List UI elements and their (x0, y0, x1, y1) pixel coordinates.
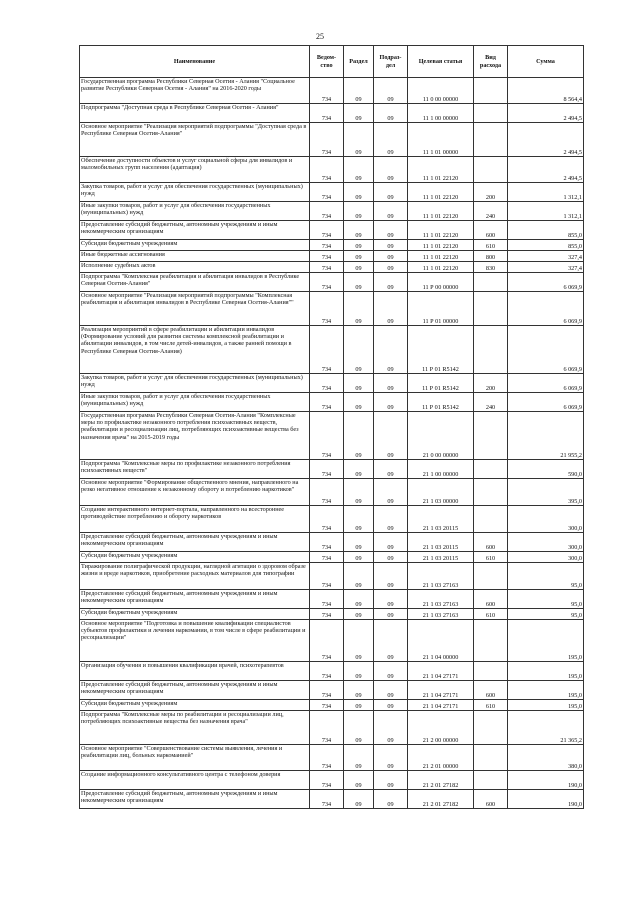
row-expense-type (474, 326, 508, 374)
row-sum: 95,0 (508, 609, 584, 620)
row-target-article: 11 0 00 00000 (408, 78, 474, 104)
row-expense-type (474, 292, 508, 326)
row-podrazdel: 09 (374, 460, 408, 479)
row-vedomstvo: 734 (310, 711, 344, 745)
col-header-sum: Сумма (508, 46, 584, 78)
row-razdel: 09 (344, 412, 374, 460)
row-name: Организация обучения и повышения квалификации врачей, психотерапевтов (80, 662, 310, 681)
table-row (80, 123, 584, 157)
row-sum: 190,0 (508, 771, 584, 790)
row-podrazdel: 09 (374, 563, 408, 590)
row-razdel: 09 (344, 202, 374, 221)
row-podrazdel: 09 (374, 609, 408, 620)
row-razdel: 09 (344, 552, 374, 563)
row-vedomstvo: 734 (310, 123, 344, 157)
row-vedomstvo: 734 (310, 393, 344, 412)
row-podrazdel: 09 (374, 221, 408, 240)
table-row (80, 157, 584, 183)
row-podrazdel: 09 (374, 771, 408, 790)
row-expense-type: 600 (474, 790, 508, 809)
row-podrazdel: 09 (374, 157, 408, 183)
row-vedomstvo: 734 (310, 273, 344, 292)
row-target-article: 11 1 01 22120 (408, 202, 474, 221)
row-name: Подпрограмма "Комплексные меры по реабилитации и ресоциализации лиц, потребляющих психоактивные вещества без назначения врача" (80, 711, 310, 745)
row-podrazdel: 09 (374, 78, 408, 104)
row-expense-type (474, 460, 508, 479)
row-podrazdel: 09 (374, 374, 408, 393)
row-expense-type: 800 (474, 251, 508, 262)
row-podrazdel: 09 (374, 183, 408, 202)
table-row (80, 790, 584, 809)
row-vedomstvo: 734 (310, 374, 344, 393)
row-sum: 195,0 (508, 620, 584, 662)
row-vedomstvo: 734 (310, 700, 344, 711)
row-podrazdel: 09 (374, 662, 408, 681)
row-expense-type: 610 (474, 240, 508, 251)
row-target-article: 21 0 00 00000 (408, 412, 474, 460)
row-target-article: 21 2 01 27182 (408, 771, 474, 790)
row-vedomstvo: 734 (310, 771, 344, 790)
row-target-article: 11 Р 01 R5142 (408, 326, 474, 374)
table-row (80, 711, 584, 745)
row-target-article: 11 Р 01 00000 (408, 292, 474, 326)
row-podrazdel: 09 (374, 104, 408, 123)
row-vedomstvo: 734 (310, 563, 344, 590)
page-number: 25 (316, 32, 324, 41)
row-target-article: 11 Р 00 00000 (408, 273, 474, 292)
row-name: Подпрограмма "Комплексная реабилитация и абилитация инвалидов в Республике Северная Осетия-Алания" (80, 273, 310, 292)
row-vedomstvo: 734 (310, 620, 344, 662)
table-row (80, 251, 584, 262)
row-vedomstvo: 734 (310, 78, 344, 104)
table-row (80, 771, 584, 790)
row-expense-type: 600 (474, 681, 508, 700)
row-target-article: 21 1 03 27163 (408, 609, 474, 620)
row-sum: 1 312,1 (508, 202, 584, 221)
row-vedomstvo: 734 (310, 326, 344, 374)
row-podrazdel: 09 (374, 700, 408, 711)
table-row (80, 700, 584, 711)
table-row (80, 609, 584, 620)
row-podrazdel: 09 (374, 202, 408, 221)
row-name: Государственная программа Республики Северная Осетия - Алания "Социальное развитие Республики Северная Осетия - Алания" на 2016-2020 годы (80, 78, 310, 104)
table-row (80, 221, 584, 240)
row-sum: 2 494,5 (508, 157, 584, 183)
row-razdel: 09 (344, 262, 374, 273)
table-row (80, 240, 584, 251)
row-vedomstvo: 734 (310, 681, 344, 700)
table-row (80, 393, 584, 412)
col-header-vedomstvo: Ведом-ство (310, 46, 344, 78)
col-header-razdel: Раздел (344, 46, 374, 78)
row-vedomstvo: 734 (310, 104, 344, 123)
row-target-article: 21 1 04 27171 (408, 700, 474, 711)
row-target-article: 21 1 04 27171 (408, 681, 474, 700)
table-row (80, 78, 584, 104)
row-expense-type: 600 (474, 590, 508, 609)
row-target-article: 21 2 01 27182 (408, 790, 474, 809)
row-sum: 300,0 (508, 533, 584, 552)
row-sum: 190,0 (508, 790, 584, 809)
row-target-article: 11 Р 01 R5142 (408, 374, 474, 393)
row-podrazdel: 09 (374, 620, 408, 662)
table-row (80, 374, 584, 393)
row-name: Субсидии бюджетным учреждениям (80, 700, 310, 711)
row-razdel: 09 (344, 609, 374, 620)
row-podrazdel: 09 (374, 251, 408, 262)
row-expense-type (474, 620, 508, 662)
row-vedomstvo: 734 (310, 412, 344, 460)
row-vedomstvo: 734 (310, 292, 344, 326)
row-razdel: 09 (344, 460, 374, 479)
row-razdel: 09 (344, 711, 374, 745)
row-name: Тиражирование полиграфической продукции, наглядной агитации о здоровом образе жизни и вреде наркотиков, приобретение расходных материалов для типографии (80, 563, 310, 590)
row-expense-type: 610 (474, 609, 508, 620)
row-expense-type: 600 (474, 533, 508, 552)
row-target-article: 21 1 03 27163 (408, 590, 474, 609)
row-sum: 380,0 (508, 745, 584, 771)
row-sum: 2 494,5 (508, 104, 584, 123)
row-expense-type (474, 506, 508, 533)
row-sum: 195,0 (508, 700, 584, 711)
row-podrazdel: 09 (374, 479, 408, 506)
row-target-article: 21 1 04 27171 (408, 662, 474, 681)
row-razdel: 09 (344, 681, 374, 700)
row-vedomstvo: 734 (310, 662, 344, 681)
row-podrazdel: 09 (374, 326, 408, 374)
row-vedomstvo: 734 (310, 183, 344, 202)
col-header-target-article: Целевая статья (408, 46, 474, 78)
row-expense-type (474, 123, 508, 157)
table-row (80, 552, 584, 563)
row-sum: 300,0 (508, 506, 584, 533)
row-expense-type (474, 157, 508, 183)
row-sum: 195,0 (508, 662, 584, 681)
row-expense-type: 200 (474, 183, 508, 202)
row-vedomstvo: 734 (310, 609, 344, 620)
row-vedomstvo: 734 (310, 790, 344, 809)
row-target-article: 21 1 03 20115 (408, 552, 474, 563)
table-row (80, 590, 584, 609)
row-vedomstvo: 734 (310, 157, 344, 183)
table-row (80, 183, 584, 202)
table-row (80, 662, 584, 681)
row-name: Реализация мероприятий в сфере реабилитации и абилитации инвалидов (Формирование условий для развития системы комплексной реабилитации и абилитации инвалидов, в том числе детей-инвалидов, а также ранней помощи в Республике Северная Осетия-Алания) (80, 326, 310, 374)
row-podrazdel: 09 (374, 745, 408, 771)
row-sum: 395,0 (508, 479, 584, 506)
row-target-article: 11 1 01 22120 (408, 251, 474, 262)
row-podrazdel: 09 (374, 262, 408, 273)
row-expense-type: 610 (474, 700, 508, 711)
row-razdel: 09 (344, 221, 374, 240)
row-razdel: 09 (344, 240, 374, 251)
row-sum: 21 955,2 (508, 412, 584, 460)
row-expense-type (474, 412, 508, 460)
row-razdel: 09 (344, 590, 374, 609)
row-sum: 327,4 (508, 251, 584, 262)
row-name: Закупка товаров, работ и услуг для обеспечения государственных (муниципальных) нужд (80, 374, 310, 393)
table-row (80, 506, 584, 533)
row-name: Иные бюджетные ассигнования (80, 251, 310, 262)
row-sum: 6 069,9 (508, 273, 584, 292)
row-expense-type (474, 563, 508, 590)
row-vedomstvo: 734 (310, 533, 344, 552)
row-razdel: 09 (344, 326, 374, 374)
row-name: Основное мероприятие "Реализация мероприятий подпрограммы "Доступная среда в Республике Северная Осетия-Алания" (80, 123, 310, 157)
table-header-row (80, 46, 584, 78)
row-vedomstvo: 734 (310, 590, 344, 609)
row-razdel: 09 (344, 157, 374, 183)
row-razdel: 09 (344, 393, 374, 412)
row-sum: 855,0 (508, 221, 584, 240)
row-expense-type (474, 273, 508, 292)
row-name: Основное мероприятие "Совершенствование системы выявления, лечения и реабилитации лиц, больных наркоманией" (80, 745, 310, 771)
row-expense-type: 240 (474, 202, 508, 221)
row-expense-type (474, 745, 508, 771)
row-razdel: 09 (344, 374, 374, 393)
row-target-article: 11 1 01 00000 (408, 123, 474, 157)
row-name: Исполнение судебных актов (80, 262, 310, 273)
row-razdel: 09 (344, 745, 374, 771)
row-target-article: 21 1 00 00000 (408, 460, 474, 479)
row-vedomstvo: 734 (310, 262, 344, 273)
table-row (80, 533, 584, 552)
row-podrazdel: 09 (374, 123, 408, 157)
row-razdel: 09 (344, 563, 374, 590)
row-target-article: 11 1 00 00000 (408, 104, 474, 123)
row-target-article: 11 1 01 22120 (408, 221, 474, 240)
row-expense-type (474, 104, 508, 123)
row-target-article: 11 1 01 22120 (408, 183, 474, 202)
row-target-article: 21 2 01 00000 (408, 745, 474, 771)
row-sum: 2 494,5 (508, 123, 584, 157)
col-header-name: Наименование (80, 46, 310, 78)
row-expense-type (474, 711, 508, 745)
row-podrazdel: 09 (374, 273, 408, 292)
budget-table (79, 45, 584, 809)
row-vedomstvo: 734 (310, 460, 344, 479)
row-expense-type: 610 (474, 552, 508, 563)
row-razdel: 09 (344, 771, 374, 790)
row-name: Создание интерактивного интернет-портала, направленного на всестороннее противодействие потреблению и обороту наркотиков (80, 506, 310, 533)
row-name: Подпрограмма "Доступная среда в Республике Северная Осетия - Алания" (80, 104, 310, 123)
row-expense-type (474, 662, 508, 681)
row-razdel: 09 (344, 123, 374, 157)
row-name: Создание информационного консультативного центра с телефоном доверия (80, 771, 310, 790)
table-row (80, 326, 584, 374)
row-sum: 1 312,1 (508, 183, 584, 202)
row-name: Иные закупки товаров, работ и услуг для обеспечения государственных (муниципальных) нужд (80, 393, 310, 412)
row-vedomstvo: 734 (310, 221, 344, 240)
row-podrazdel: 09 (374, 412, 408, 460)
row-target-article: 21 1 03 20115 (408, 533, 474, 552)
row-razdel: 09 (344, 533, 374, 552)
row-podrazdel: 09 (374, 590, 408, 609)
row-target-article: 11 1 01 22120 (408, 157, 474, 183)
row-sum: 6 069,9 (508, 292, 584, 326)
row-expense-type (474, 771, 508, 790)
row-name: Предоставление субсидий бюджетным, автономным учреждениям и иным некоммерческим организациям (80, 533, 310, 552)
row-expense-type: 200 (474, 374, 508, 393)
row-vedomstvo: 734 (310, 202, 344, 221)
row-razdel: 09 (344, 662, 374, 681)
row-podrazdel: 09 (374, 240, 408, 251)
row-razdel: 09 (344, 104, 374, 123)
row-sum: 6 069,9 (508, 326, 584, 374)
row-name: Основное мероприятие "Реализация мероприятий подпрограммы "Комплексная реабилитация и абилитация инвалидов в Республике Северная Осетия-Алания"" (80, 292, 310, 326)
row-podrazdel: 09 (374, 292, 408, 326)
row-sum: 8 564,4 (508, 78, 584, 104)
table-row (80, 479, 584, 506)
row-target-article: 21 1 03 27163 (408, 563, 474, 590)
row-name: Закупка товаров, работ и услуг для обеспечения государственных (муниципальных) нужд (80, 183, 310, 202)
row-sum: 590,0 (508, 460, 584, 479)
row-sum: 327,4 (508, 262, 584, 273)
row-podrazdel: 09 (374, 533, 408, 552)
row-podrazdel: 09 (374, 790, 408, 809)
row-target-article: 21 1 04 00000 (408, 620, 474, 662)
table-row (80, 745, 584, 771)
row-vedomstvo: 734 (310, 251, 344, 262)
table-row (80, 412, 584, 460)
row-sum: 855,0 (508, 240, 584, 251)
row-name: Обеспечение доступности объектов и услуг социальной сферы для инвалидов и маломобильных групп населения (адаптация) (80, 157, 310, 183)
row-podrazdel: 09 (374, 681, 408, 700)
row-vedomstvo: 734 (310, 745, 344, 771)
row-expense-type: 240 (474, 393, 508, 412)
row-razdel: 09 (344, 700, 374, 711)
row-target-article: 11 Р 01 R5142 (408, 393, 474, 412)
row-vedomstvo: 734 (310, 240, 344, 251)
row-vedomstvo: 734 (310, 506, 344, 533)
row-sum: 195,0 (508, 681, 584, 700)
row-podrazdel: 09 (374, 711, 408, 745)
row-name: Основное мероприятие "Подготовка и повышение квалификации специалистов субъектов профилактики и лечения наркомании, в том числе в сфере реабилитации и ресоциализации" (80, 620, 310, 662)
row-podrazdel: 09 (374, 393, 408, 412)
row-expense-type (474, 78, 508, 104)
table-row (80, 563, 584, 590)
row-vedomstvo: 734 (310, 479, 344, 506)
row-expense-type (474, 479, 508, 506)
row-target-article: 21 1 03 00000 (408, 479, 474, 506)
row-sum: 95,0 (508, 563, 584, 590)
row-name: Субсидии бюджетным учреждениям (80, 552, 310, 563)
row-sum: 21 365,2 (508, 711, 584, 745)
row-podrazdel: 09 (374, 552, 408, 563)
row-target-article: 21 2 00 00000 (408, 711, 474, 745)
table-row (80, 202, 584, 221)
row-sum: 6 069,9 (508, 393, 584, 412)
table-row (80, 620, 584, 662)
row-vedomstvo: 734 (310, 552, 344, 563)
row-razdel: 09 (344, 790, 374, 809)
row-name: Предоставление субсидий бюджетным, автономным учреждениям и иным некоммерческим организациям (80, 681, 310, 700)
row-razdel: 09 (344, 273, 374, 292)
row-name: Подпрограмма "Комплексные меры по профилактике незаконного потребления психоактивных веществ" (80, 460, 310, 479)
row-name: Иные закупки товаров, работ и услуг для обеспечения государственных (муниципальных) нужд (80, 202, 310, 221)
table-row (80, 262, 584, 273)
row-razdel: 09 (344, 183, 374, 202)
row-name: Предоставление субсидий бюджетным, автономным учреждениям и иным некоммерческим организациям (80, 221, 310, 240)
row-target-article: 21 1 03 20115 (408, 506, 474, 533)
col-header-podrazdel: Подраз-дел (374, 46, 408, 78)
row-razdel: 09 (344, 506, 374, 533)
row-target-article: 11 1 01 22120 (408, 262, 474, 273)
table-row (80, 273, 584, 292)
row-name: Субсидии бюджетным учреждениям (80, 609, 310, 620)
table-row (80, 460, 584, 479)
table-row (80, 292, 584, 326)
table-row (80, 681, 584, 700)
row-sum: 95,0 (508, 590, 584, 609)
row-name: Субсидии бюджетным учреждениям (80, 240, 310, 251)
row-name: Основное мероприятие "Формирование общественного мнения, направленного на резко негативное отношение к незаконному обороту и потреблению наркотиков" (80, 479, 310, 506)
row-name: Государственная программа Республики Северная Осетия-Алания "Комплексные меры по профилактике незаконного потребления психоактивных веществ, реабилитации и ресоциализации лиц, потребляющих психоактивные вещества без назначения врача" на 2015-2019 годы (80, 412, 310, 460)
row-sum: 6 069,9 (508, 374, 584, 393)
row-name: Предоставление субсидий бюджетным, автономным учреждениям и иным некоммерческим организациям (80, 590, 310, 609)
col-header-expense-type: Вид расхода (474, 46, 508, 78)
row-razdel: 09 (344, 251, 374, 262)
row-sum: 300,0 (508, 552, 584, 563)
row-expense-type: 830 (474, 262, 508, 273)
row-expense-type: 600 (474, 221, 508, 240)
row-razdel: 09 (344, 620, 374, 662)
table-row (80, 104, 584, 123)
row-razdel: 09 (344, 479, 374, 506)
row-razdel: 09 (344, 292, 374, 326)
row-name: Предоставление субсидий бюджетным, автономным учреждениям и иным некоммерческим организациям (80, 790, 310, 809)
row-razdel: 09 (344, 78, 374, 104)
row-target-article: 11 1 01 22120 (408, 240, 474, 251)
row-podrazdel: 09 (374, 506, 408, 533)
